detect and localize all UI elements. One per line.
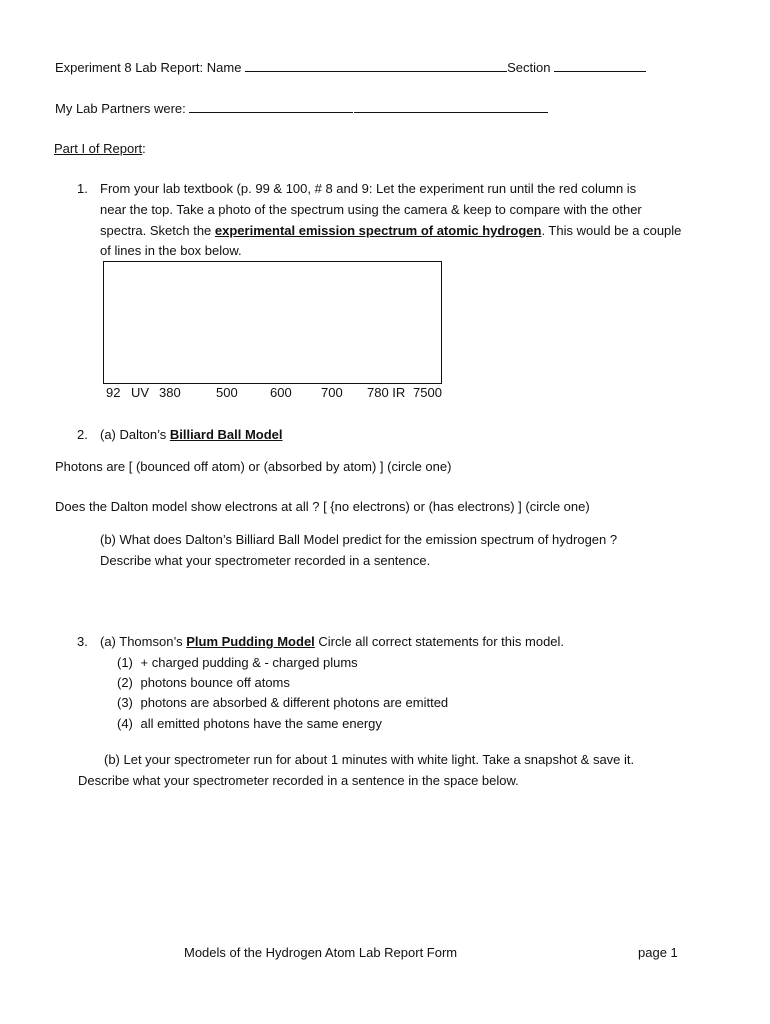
q3-b-line-2: Describe what your spectrometer recorded in a sentence in the space below. [78,773,519,788]
name-blank[interactable] [245,59,507,72]
page-number: page 1 [638,945,678,960]
statement-item[interactable] [117,695,448,711]
partner-blank-1[interactable] [189,100,353,113]
emission-spectrum-term: experimental emission spectrum of atomic hydrogen [214,223,542,238]
q1-line-2: near the top. Take a photo of the spectrum using the camera & keep to compare with the other [100,202,642,217]
q3-number: 3. [77,634,88,649]
tick-label: 500 [216,385,238,400]
q2-a-pre: (a) Dalton’s [100,427,170,442]
statement-number: (3) [117,695,133,710]
title-label: Experiment 8 Lab Report: Name [55,60,242,75]
tick-label: 600 [270,385,292,400]
q1-line-3 [100,223,681,239]
section-label: Section [507,60,551,75]
q1-line-3-pre: spectra. Sketch the [100,223,215,238]
tick-label: UV [131,385,150,400]
statement-number: (2) [117,675,133,690]
plum-pudding-model-term: Plum Pudding Model [186,634,315,649]
q1-line-4: of lines in the box below. [100,243,242,258]
q3-a-heading [100,634,564,650]
tick-label: 700 [321,385,343,400]
q2-number: 2. [77,427,88,442]
q2-b-line-2: Describe what your spectrometer recorded in a sentence. [100,553,431,568]
part1-heading [54,141,146,157]
billiard-ball-model-term: Billiard Ball Model [169,427,283,442]
statement-text: photons are absorbed & different photons are emitted [140,695,449,710]
statement-text: + charged pudding & - charged plums [140,655,358,670]
statement-item[interactable] [117,675,290,691]
q1-line-1: From your lab textbook (p. 99 & 100, # 8 and 9: Let the experiment run until the red column is [100,181,637,196]
q1-number: 1. [77,181,88,196]
statement-item[interactable] [117,716,382,732]
q3-a-post: Circle all correct statements for this model. [314,634,565,649]
partners-line [55,100,548,117]
q1-line-3-post: . This would be a couple [541,223,682,238]
part1-colon: : [142,141,146,156]
section-blank[interactable] [554,59,646,72]
tick-label: 380 [159,385,181,400]
title-line [55,59,646,76]
spectrum-sketch-box[interactable] [103,261,442,384]
q3-b-line-1: (b) Let your spectrometer run for about 1 minutes with white light. Take a snapshot & save it. [104,752,635,767]
photons-circle-question: Photons are [ (bounced off atom) or (absorbed by atom) ] (circle one) [55,459,452,474]
statement-text: photons bounce off atoms [140,675,290,690]
wavelength-scale [0,385,770,401]
form-title-footer: Models of the Hydrogen Atom Lab Report Form [184,945,458,960]
electrons-circle-question: Does the Dalton model show electrons at all ? [ {no electrons) or (has electrons) ] (circle one) [55,499,590,514]
statement-number: (1) [117,655,133,670]
tick-label: 92 [106,385,121,400]
q2-b-line-1: (b) What does Dalton’s Billiard Ball Model predict for the emission spectrum of hydrogen ? [100,532,618,547]
part1-title: Part I of Report [54,141,143,156]
tick-label: 780 IR [367,385,406,400]
q2-a-heading [100,427,283,443]
statement-text: all emitted photons have the same energy [140,716,382,731]
partners-label: My Lab Partners were: [55,101,186,116]
statement-number: (4) [117,716,133,731]
q3-a-pre: (a) Thomson’s [100,634,187,649]
tick-label: 7500 [413,385,442,400]
statement-item[interactable] [117,655,358,671]
partner-blank-2[interactable] [354,100,548,113]
